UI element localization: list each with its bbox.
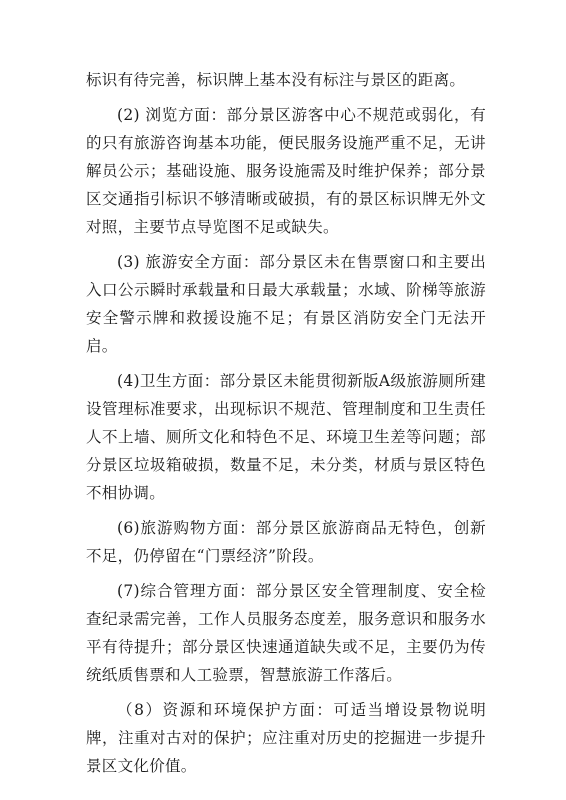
paragraph-signage-continuation: 标识有待完善，标识牌上基本没有标注与景区的距离。: [86, 71, 466, 89]
document-page: [86, 66, 486, 780]
paragraph-browsing: (2) 浏览方面：部分景区游客中心不规范或弱化，有的只有旅游咨询基本功能，便民服务设施严重不足，无讲解员公示；基础设施、服务设施需及时维护保养；部分景区交通指引标识不够清晰或破损，有的景区标识牌无外文对照，主要节点导览图不足或缺失。: [86, 106, 486, 236]
paragraph-resource-protection: （8）资源和环境保护方面：可适当增设景物说明牌，注重对古对的保护；应注重对历史的挖掘进一步提升景区文化价值。: [86, 701, 486, 775]
paragraph-hygiene: (4)卫生方面：部分景区未能贯彻新版A级旅游厕所建设管理标准要求，出现标识不规范、管理制度和卫生责任人不上墙、厕所文化和特色不足、环境卫生差等问题；部分景区垃圾箱破损，数量不足，未分类，材质与景区特色不相协调。: [86, 372, 486, 502]
paragraph-safety: (3) 旅游安全方面：部分景区未在售票窗口和主要出入口公示瞬时承载量和日最大承载量；水域、阶梯等旅游安全警示牌和救援设施不足；有景区消防安全门无法开启。: [86, 253, 486, 355]
paragraph-management: (7)综合管理方面：部分景区安全管理制度、安全检查纪录需完善，工作人员服务态度差，服务意识和服务水平有待提升；部分景区快速通道缺失或不足，主要仍为传统纸质售票和人工验票，智慧旅游工作落后。: [86, 582, 486, 684]
paragraph-shopping: (6)旅游购物方面：部分景区旅游商品无特色，创新不足，仍停留在“门票经济”阶段。: [86, 519, 486, 565]
